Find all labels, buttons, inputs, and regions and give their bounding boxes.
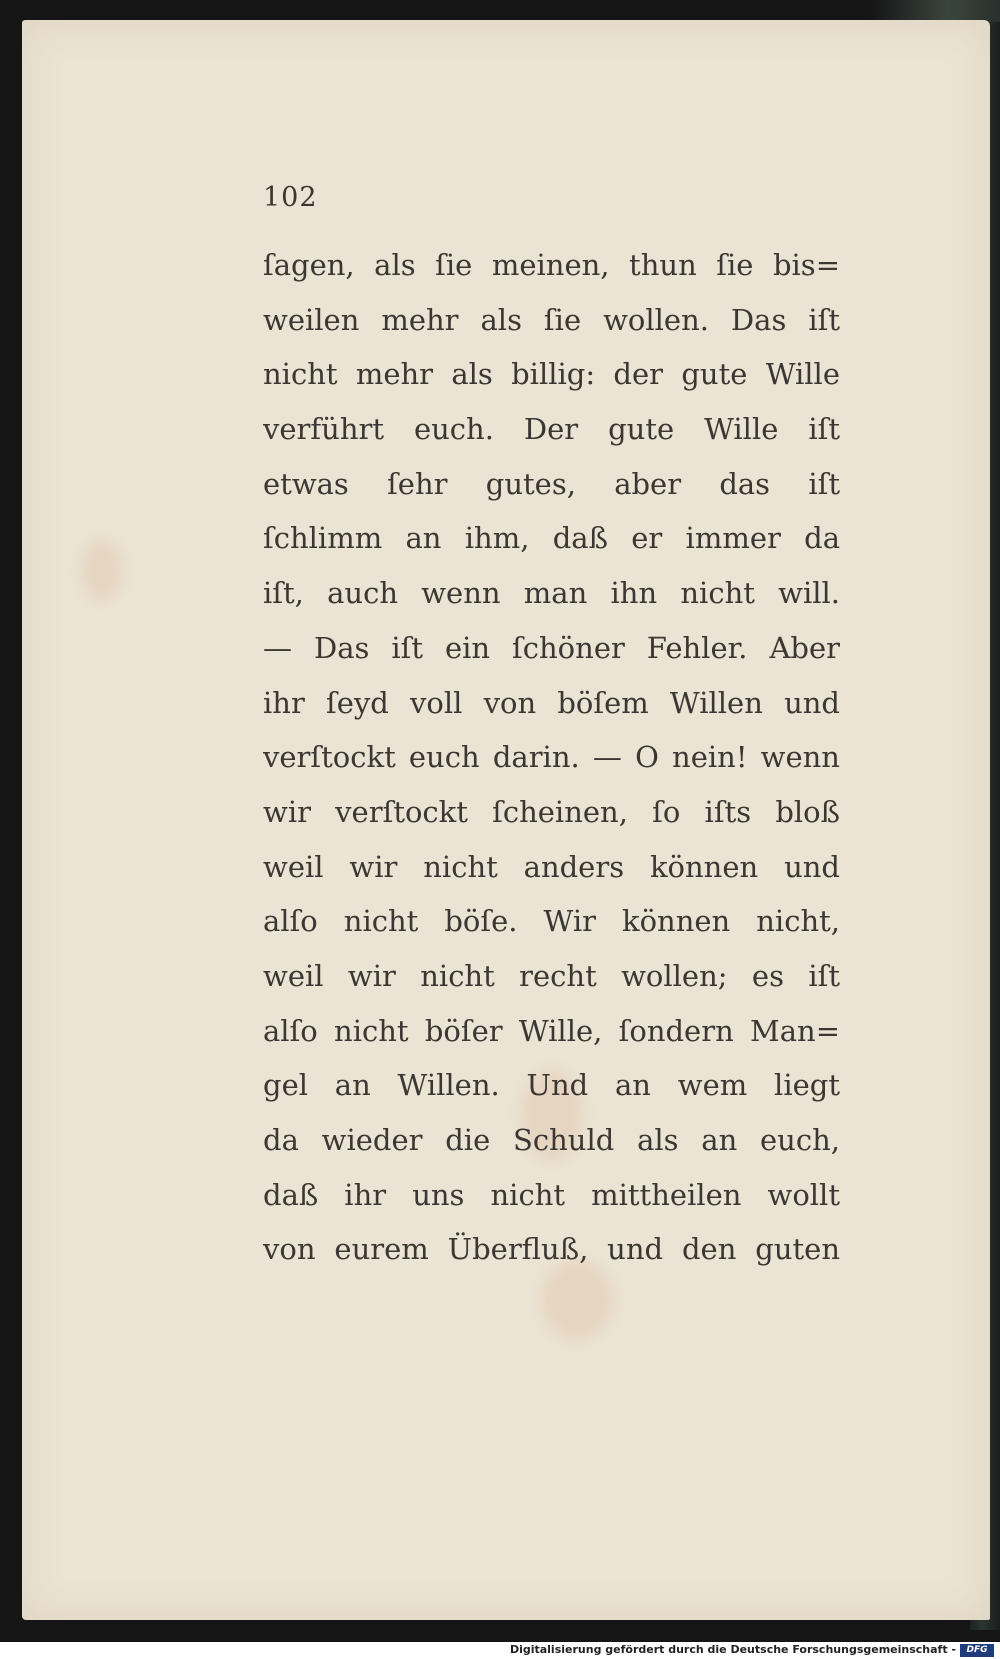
text-line: ihr ſeyd voll von böſem Willen und (263, 685, 840, 720)
text-line: alſo nicht böſer Wille, ſondern Man= (263, 1013, 840, 1048)
text-line: weil wir nicht recht wollen; es iſt (263, 958, 840, 993)
page-number: 102 (263, 182, 318, 213)
paper-stain (82, 540, 122, 600)
text-line: verſtockt euch darin. — O nein! wenn (263, 740, 840, 775)
text-line: da wieder die Schuld als an euch, (263, 1123, 840, 1157)
text-line: — Das iſt ein ſchöner Fehler. Aber (263, 630, 840, 665)
text-line: ſagen, als ſie meinen, thun ſie bis= (263, 248, 840, 282)
dfg-logo: DFG (960, 1644, 994, 1657)
text-line: von eurem Überfluß, und den guten (263, 1232, 840, 1267)
text-line: gel an Willen. Und an wem liegt (263, 1068, 840, 1103)
text-line: ſchlimm an ihm, daß er immer da (263, 521, 840, 556)
body-text (263, 238, 840, 1277)
text-line: daß ihr uns nicht mittheilen wollt (263, 1177, 840, 1212)
text-line: verführt euch. Der gute Wille iſt (263, 412, 840, 447)
text-line: iſt, auch wenn man ihn nicht will. (263, 576, 840, 611)
book-cover-corner (870, 0, 1000, 22)
text-line: weil wir nicht anders können und (263, 849, 840, 884)
text-line: weilen mehr als ſie wollen. Das iſt (263, 302, 840, 337)
text-line: alſo nicht böſe. Wir können nicht, (263, 904, 840, 939)
text-line: wir verſtockt ſcheinen, ſo iſts bloß (263, 794, 840, 829)
text-line: nicht mehr als billig: der gute Wille (263, 357, 840, 392)
digitization-credit: Digitalisierung gefördert durch die Deutsche Forschungsgemeinschaft - (509, 1643, 956, 1656)
text-line: etwas ſehr gutes, aber das iſt (263, 466, 840, 501)
